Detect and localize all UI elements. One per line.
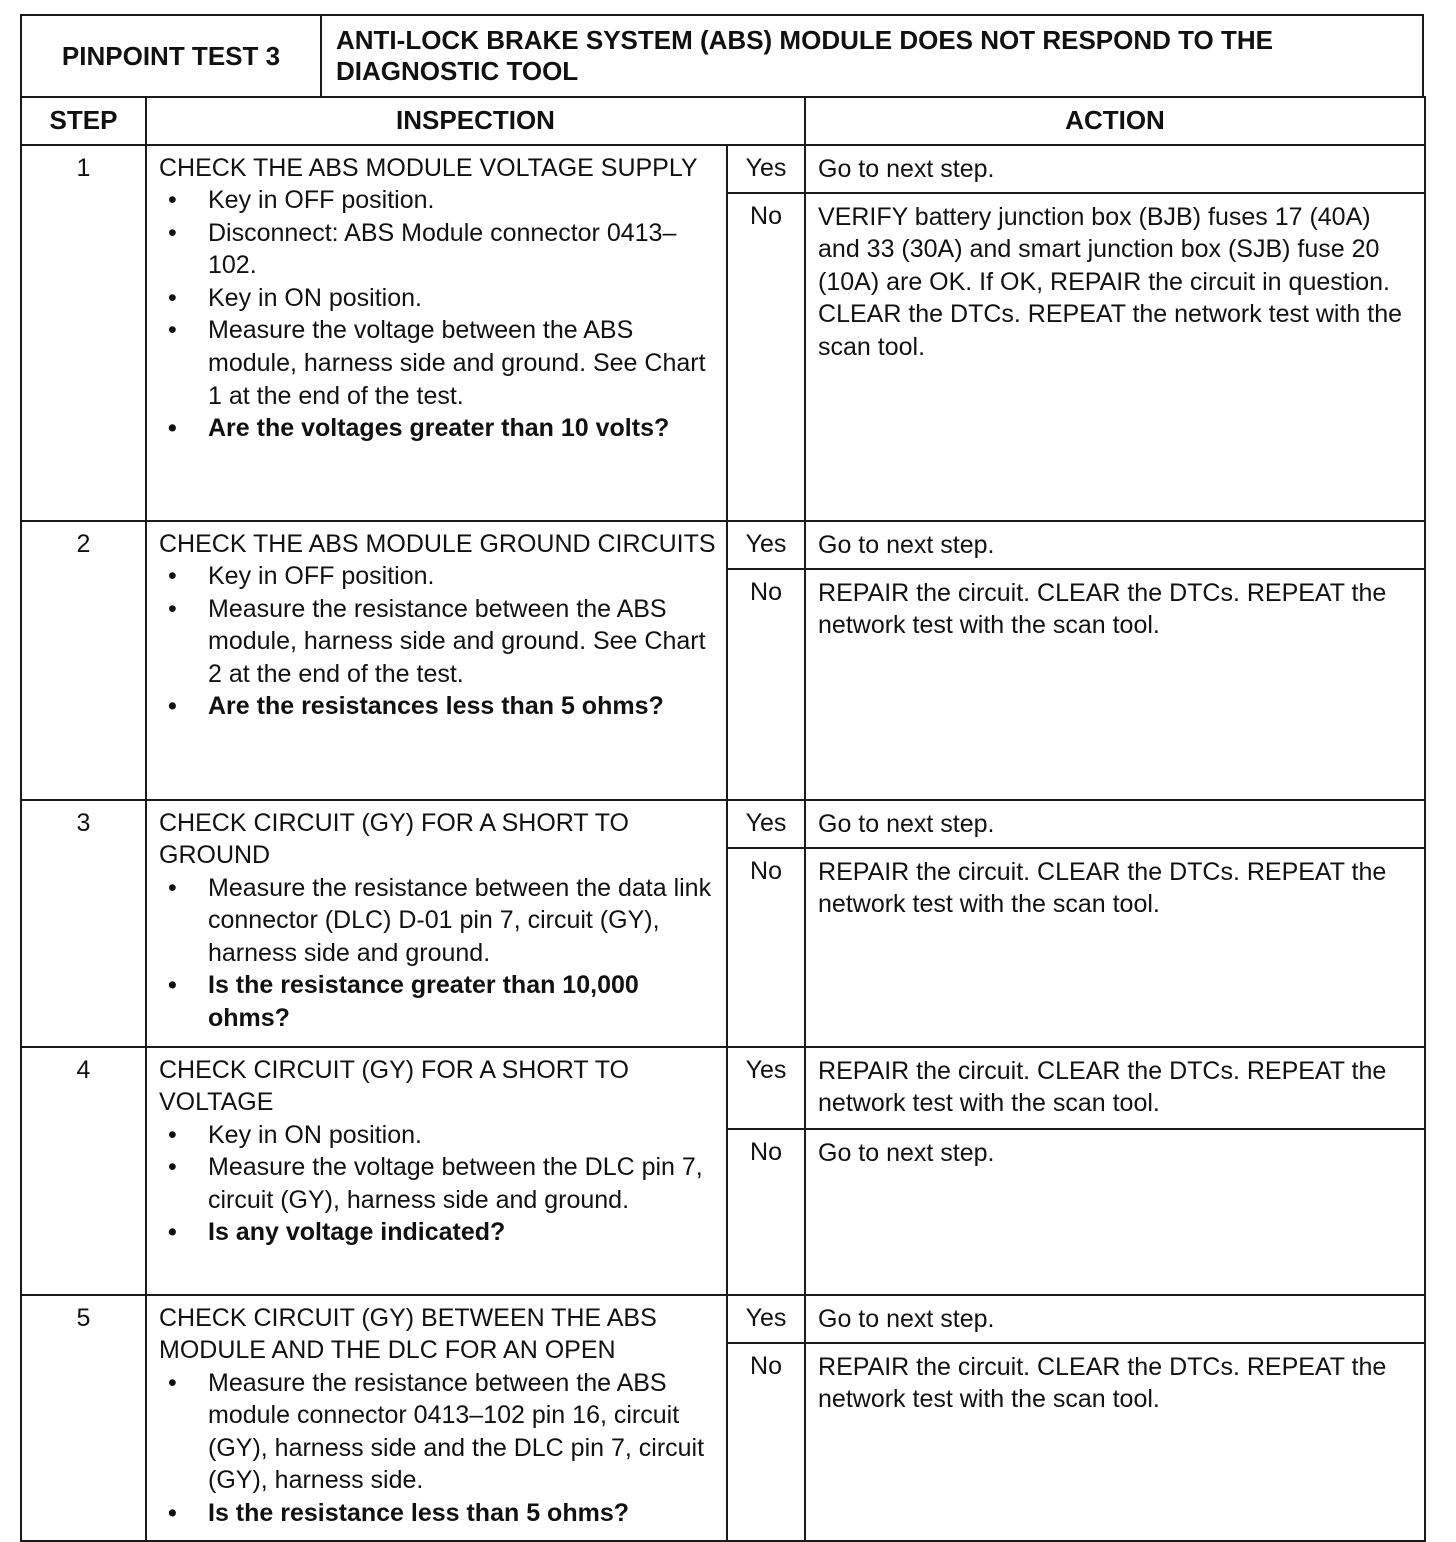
answer-action: VERIFY battery junction box (BJB) fuses 17 (40A) and 33 (30A) and smart junction box (SJB) fuse 20 (10A) are OK. If OK, REPAIR the circuit in question. CLEAR the DTCs. REPEAT the network test with the scan tool. xyxy=(805,193,1425,521)
inspection-list xyxy=(159,560,716,723)
answer-action: Go to next step. xyxy=(805,145,1425,193)
answer-action: Go to next step. xyxy=(805,1129,1425,1295)
step-number: 1 xyxy=(21,145,146,521)
inspection-cell xyxy=(146,1295,727,1541)
step-number: 4 xyxy=(21,1047,146,1295)
answer-label: Yes xyxy=(727,521,805,569)
steps-body xyxy=(21,145,1425,1541)
inspection-bullet: • Key in ON position. xyxy=(159,282,716,315)
inspection-title: CHECK CIRCUIT (GY) FOR A SHORT TO VOLTAGE xyxy=(159,1055,629,1117)
inspection-bullet: • Measure the voltage between the ABS module, harness side and ground. See Chart 1 at the end of the test. xyxy=(159,314,716,412)
answer-label: Yes xyxy=(727,1295,805,1343)
answer-label: No xyxy=(727,1129,805,1295)
answer-action: Go to next step. xyxy=(805,521,1425,569)
inspection-list xyxy=(159,1367,716,1530)
step-number: 3 xyxy=(21,800,146,1047)
step-row xyxy=(21,1295,1425,1343)
inspection-cell xyxy=(146,145,727,521)
inspection-bullet: • Key in OFF position. xyxy=(159,184,716,217)
answer-label: No xyxy=(727,193,805,521)
column-header-action: ACTION xyxy=(805,97,1425,145)
inspection-cell xyxy=(146,1047,727,1295)
inspection-title: CHECK THE ABS MODULE GROUND CIRCUITS xyxy=(159,529,716,558)
answer-action: REPAIR the circuit. CLEAR the DTCs. REPEAT the network test with the scan tool. xyxy=(805,569,1425,800)
procedure-table xyxy=(20,96,1426,1542)
inspection-list xyxy=(159,1119,716,1249)
inspection-bullet: • Disconnect: ABS Module connector 0413–102. xyxy=(159,217,716,282)
answer-action: REPAIR the circuit. CLEAR the DTCs. REPEAT the network test with the scan tool. xyxy=(805,1047,1425,1129)
column-header-inspection: INSPECTION xyxy=(146,97,805,145)
step-row xyxy=(21,1047,1425,1129)
column-header-step: STEP xyxy=(21,97,146,145)
step-row xyxy=(21,800,1425,848)
inspection-cell xyxy=(146,800,727,1047)
inspection-bullet: • Key in OFF position. xyxy=(159,560,716,593)
step-row xyxy=(21,521,1425,569)
inspection-question: • Are the resistances less than 5 ohms? xyxy=(159,690,716,723)
header-table xyxy=(20,14,1424,98)
inspection-bullet: • Measure the voltage between the DLC pin 7, circuit (GY), harness side and ground. xyxy=(159,1151,716,1216)
test-label: PINPOINT TEST 3 xyxy=(21,15,321,97)
answer-label: Yes xyxy=(727,145,805,193)
answer-label: No xyxy=(727,569,805,800)
answer-action: REPAIR the circuit. CLEAR the DTCs. REPEAT the network test with the scan tool. xyxy=(805,1343,1425,1541)
inspection-title: CHECK THE ABS MODULE VOLTAGE SUPPLY xyxy=(159,153,698,182)
inspection-bullet: • Measure the resistance between the ABS module connector 0413–102 pin 16, circuit (GY), harness side and the DLC pin 7, circuit (GY), harness side. xyxy=(159,1367,716,1497)
pinpoint-test-document xyxy=(20,14,1424,1528)
test-title: ANTI-LOCK BRAKE SYSTEM (ABS) MODULE DOES NOT RESPOND TO THE DIAGNOSTIC TOOL xyxy=(321,15,1423,97)
answer-action: Go to next step. xyxy=(805,1295,1425,1343)
step-row xyxy=(21,145,1425,193)
answer-action: Go to next step. xyxy=(805,800,1425,848)
inspection-question: • Are the voltages greater than 10 volts? xyxy=(159,412,716,445)
answer-label: No xyxy=(727,1343,805,1541)
step-number: 5 xyxy=(21,1295,146,1541)
answer-label: Yes xyxy=(727,1047,805,1129)
inspection-question: • Is any voltage indicated? xyxy=(159,1216,716,1249)
inspection-list xyxy=(159,184,716,445)
inspection-question: • Is the resistance greater than 10,000 ohms? xyxy=(159,969,716,1034)
inspection-question: • Is the resistance less than 5 ohms? xyxy=(159,1497,716,1530)
inspection-bullet: • Measure the resistance between the data link connector (DLC) D-01 pin 7, circuit (GY), harness side and ground. xyxy=(159,872,716,970)
answer-label: Yes xyxy=(727,800,805,848)
inspection-title: CHECK CIRCUIT (GY) FOR A SHORT TO GROUND xyxy=(159,808,629,870)
inspection-title: CHECK CIRCUIT (GY) BETWEEN THE ABS MODULE AND THE DLC FOR AN OPEN xyxy=(159,1303,657,1365)
step-number: 2 xyxy=(21,521,146,800)
answer-label: No xyxy=(727,848,805,1047)
inspection-list xyxy=(159,872,716,1035)
answer-action: REPAIR the circuit. CLEAR the DTCs. REPEAT the network test with the scan tool. xyxy=(805,848,1425,1047)
inspection-cell xyxy=(146,521,727,800)
inspection-bullet: • Key in ON position. xyxy=(159,1119,716,1152)
inspection-bullet: • Measure the resistance between the ABS module, harness side and ground. See Chart 2 at the end of the test. xyxy=(159,593,716,691)
